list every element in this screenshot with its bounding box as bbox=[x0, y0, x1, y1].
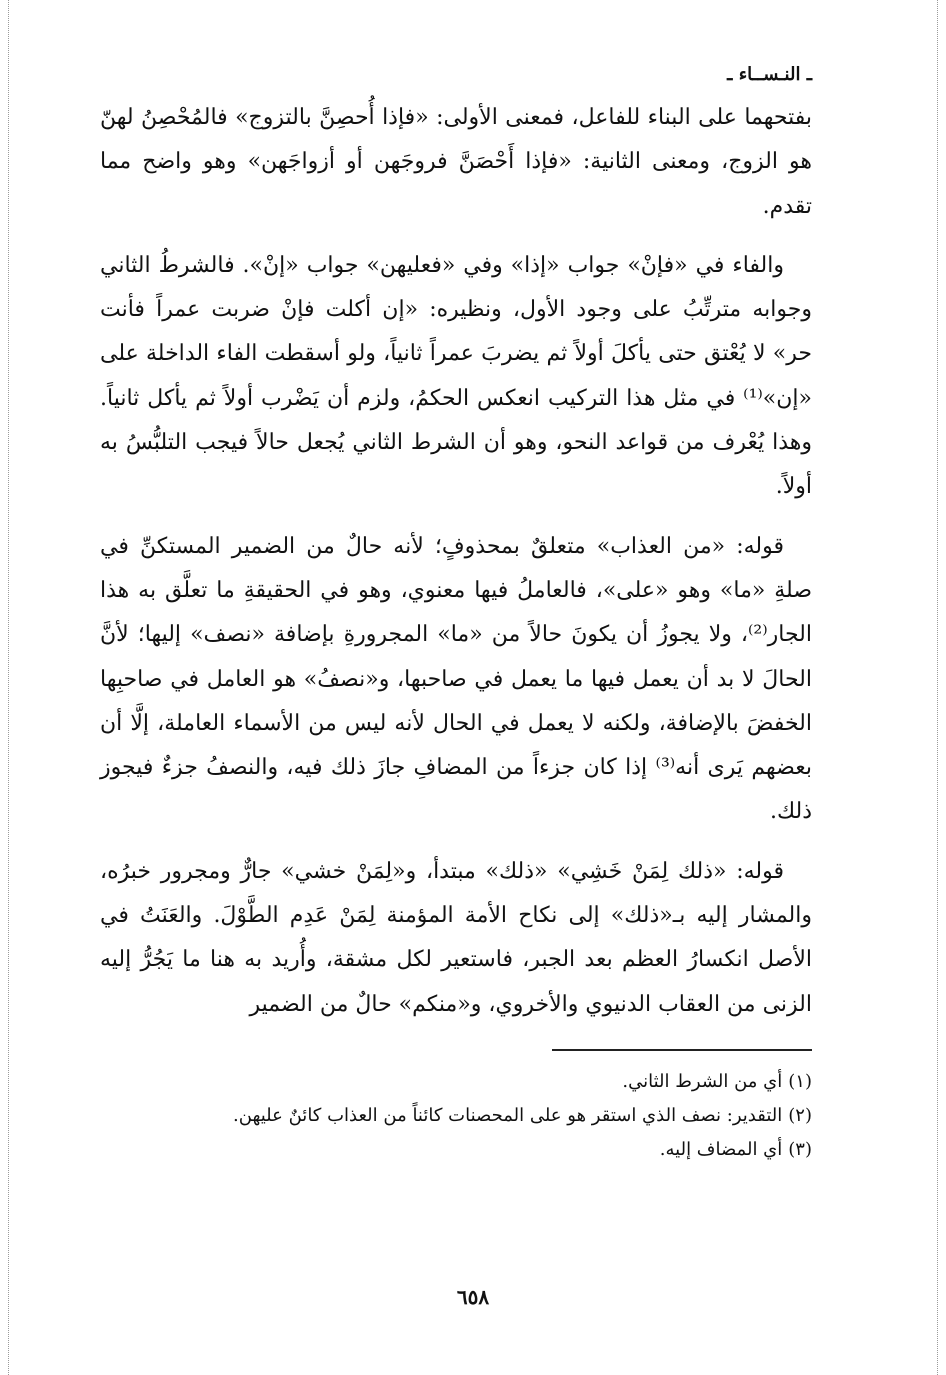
footnote-divider bbox=[552, 1049, 812, 1051]
right-margin-rule bbox=[937, 0, 938, 1375]
footnote-text: أي المضاف إليه. bbox=[659, 1138, 783, 1160]
left-margin-rule bbox=[8, 0, 9, 1375]
footnote-number: (٣) bbox=[788, 1138, 812, 1160]
footnote-2 bbox=[100, 1099, 812, 1133]
paragraph-2: والفاء في «فإنْ» جواب «إذا» وفي «فعليهن» جواب «إنْ». فالشرطُ الثاني وجوابه مترتِّبُ على وجود الأول، ونظيره: «إن أكلت فإنْ ضربت عمراً فأنت حر» لا يُعْتق حتى يأكلَ أولاً ثم يضربَ عمراً ثانياً، ولو أسقطت الفاء الداخلة على «إن»⁽¹⁾ في مثل هذا التركيب انعكس الحكمُ، ولزم أن يَضْرب أولاً ثم يأكل ثانياً. وهذا يُعْرف من قواعد النحو، وهو أن الشرط الثاني يُجعل حالاً فيجب التلبُّسُ به أولاً. bbox=[100, 252, 812, 500]
footnote-3 bbox=[100, 1133, 812, 1167]
paragraph-3: قوله: «من العذاب» متعلقٌ بمحذوفٍ؛ لأنه حالٌ من الضمير المستكنِّ في صلةِ «ما» وهو «على»، فالعاملُ فيها معنوي، وهو في الحقيقةِ ما تعلَّق به هذا الجار⁽²⁾، ولا يجوزُ أن يكونَ حالاً من «ما» المجرورةِ بإضافة «نصف» إليها؛ لأنَّ الحالَ لا بد أن يعمل فيها ما يعمل في صاحبها، و«نصفُ» هو العامل في صاحبِها الخفضَ بالإضافة، ولكنه لا يعمل في الحال لأنه ليس من الأسماء العاملة، إلَّا أن بعضهم يَرى أنه⁽³⁾ إذا كان جزءاً من المضافِ جازَ ذلك فيه، والنصفُ جزءٌ فيجوز ذلك. bbox=[100, 533, 812, 825]
running-header: ـ النـســاء ـ bbox=[727, 64, 812, 85]
footnote-number: (١) bbox=[788, 1070, 812, 1092]
page-number: ٦٥٨ bbox=[456, 1285, 490, 1309]
paragraph-1: بفتحهما على البناء للفاعل، فمعنى الأولى: «فإذا أُحصِنَّ بالتزوج» فالمُحْصِنُ لهنّ هو الزوج، ومعنى الثانية: «فإذا أَحْصَنَّ فروجَهن أو أزواجَهن» وهو واضح مما تقدم. bbox=[100, 105, 812, 219]
page-content bbox=[100, 60, 812, 1167]
footnote-text: التقدير: نصف الذي استقر هو على المحصنات كائناً من العذاب كائنٌ عليهن. bbox=[233, 1104, 783, 1126]
footnote-1 bbox=[100, 1065, 812, 1099]
paragraph-4: قوله: «ذلك لِمَنْ خَشِي» «ذلك» مبتدأ، و«لِمَنْ خشي» جارٌّ ومجرور خبرُه، والمشار إليه بـ«ذلك» إلى نكاح الأمة المؤمنة لِمَنْ عَدِم الطَّوْلَ. والعَنَتُ في الأصل انكسارُ العظم بعد الجبر، فاستعير لكل مشقة، وأُريد به هنا ما يَجُرُّ إليه الزنى من العقاب الدنيوي والأخروي، و«منكم» حالٌ من الضمير bbox=[100, 858, 812, 1017]
footnote-number: (٢) bbox=[788, 1104, 812, 1126]
footnote-text: أي من الشرط الثاني. bbox=[622, 1070, 783, 1092]
